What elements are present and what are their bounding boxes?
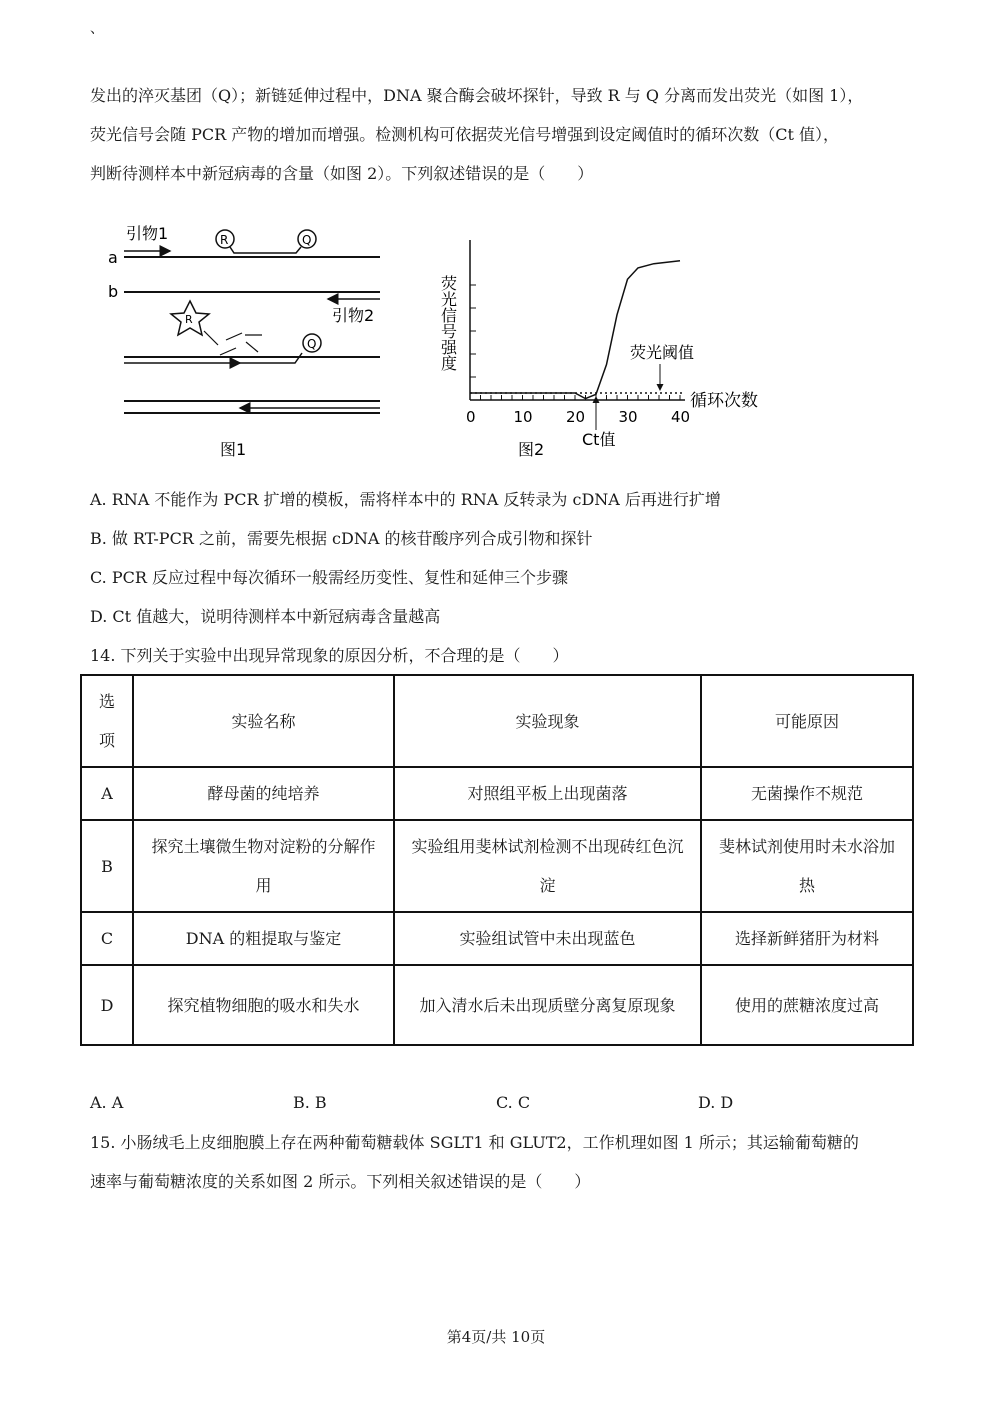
header-phenomenon: 实验现象 bbox=[394, 675, 701, 767]
q13-line: 发出的淬灭基团（Q）；新链延伸过程中，DNA 聚合酶会破坏探针，导致 R 与 Q 分离而发出荧光（如图 1）， bbox=[90, 86, 864, 105]
answer-a: A. A bbox=[90, 1093, 124, 1112]
label-b: b bbox=[108, 282, 119, 301]
row-phenomenon: 加入清水后未出现质壁分离复原现象 bbox=[394, 965, 701, 1045]
primer2-label: 引物2 bbox=[332, 306, 375, 325]
x-tick-label: 0 bbox=[466, 408, 476, 426]
row-reason: 使用的蔗糖浓度过高 bbox=[701, 965, 913, 1045]
answer-b: B. B bbox=[293, 1093, 327, 1112]
x-tick-label: 40 bbox=[671, 408, 691, 426]
q15-line: 15. 小肠绒毛上皮细胞膜上存在两种葡萄糖载体 SGLT1 和 GLUT2，工作机理如图 1 所示；其运输葡萄糖的 bbox=[90, 1133, 859, 1152]
row-phenomenon: 实验组试管中未出现蓝色 bbox=[394, 912, 701, 965]
row-reason: 斐林试剂使用时未水浴加热 bbox=[701, 820, 913, 912]
q13-option-a: A. RNA 不能作为 PCR 扩增的模板，需将样本中的 RNA 反转录为 cDNA 后再进行扩增 bbox=[90, 490, 721, 509]
row-option: C bbox=[81, 912, 133, 965]
x-tick-label: 30 bbox=[618, 408, 638, 426]
row-experiment: 酵母菌的纯培养 bbox=[133, 767, 394, 820]
table-header-row bbox=[81, 675, 913, 767]
amplification-curve bbox=[470, 261, 680, 399]
q13-stem bbox=[90, 76, 910, 193]
table-row bbox=[81, 965, 913, 1045]
figure-2-chart bbox=[430, 230, 790, 465]
probe-line bbox=[230, 247, 301, 253]
label-a: a bbox=[108, 248, 118, 267]
figure-2-caption: 图2 bbox=[518, 440, 545, 459]
x-tick-label: 10 bbox=[513, 408, 533, 426]
row-option: A bbox=[81, 767, 133, 820]
fragment bbox=[220, 348, 236, 355]
figure-2 bbox=[430, 230, 790, 465]
table-row bbox=[81, 820, 913, 912]
answer-d: D. D bbox=[698, 1093, 734, 1112]
row-phenomenon: 实验组用斐林试剂检测不出现砖红色沉淀 bbox=[394, 820, 701, 912]
q13-option-c: C. PCR 反应过程中每次循环一般需经历变性、复性和延伸三个步骤 bbox=[90, 568, 568, 587]
released-R-label: R bbox=[185, 313, 193, 326]
row-option: D bbox=[81, 965, 133, 1045]
row-experiment: 探究土壤微生物对淀粉的分解作用 bbox=[133, 820, 394, 912]
top-mark: 、 bbox=[90, 21, 104, 37]
figure-1-caption: 图1 bbox=[220, 440, 247, 459]
fragment bbox=[246, 342, 258, 352]
row-reason: 无菌操作不规范 bbox=[701, 767, 913, 820]
header-experiment: 实验名称 bbox=[133, 675, 394, 767]
row-option: B bbox=[81, 820, 133, 912]
row-experiment: 探究植物细胞的吸水和失水 bbox=[133, 965, 394, 1045]
reporter-R-label: R bbox=[220, 233, 229, 247]
table-row bbox=[81, 767, 913, 820]
fragment bbox=[226, 333, 242, 340]
header-option: 选 项 bbox=[81, 675, 133, 767]
header-reason: 可能原因 bbox=[701, 675, 913, 767]
page-footer: 第4页/共 10页 bbox=[446, 1328, 546, 1346]
q13-option-d: D. Ct 值越大，说明待测样本中新冠病毒含量越高 bbox=[90, 607, 441, 626]
q15-stem bbox=[90, 1123, 910, 1201]
row-reason: 选择新鲜猪肝为材料 bbox=[701, 912, 913, 965]
row-phenomenon: 对照组平板上出现菌落 bbox=[394, 767, 701, 820]
threshold-label: 荧光阈值 bbox=[630, 343, 695, 362]
q15-line: 速率与葡萄糖浓度的关系如图 2 所示。下列相关叙述错误的是（ ） bbox=[90, 1172, 591, 1191]
x-tick-label: 20 bbox=[566, 408, 586, 426]
primer1-label: 引物1 bbox=[126, 224, 169, 243]
x-axis-label: 循环次数 bbox=[690, 391, 758, 411]
figure-1 bbox=[100, 215, 400, 465]
q13-option-b: B. 做 RT-PCR 之前，需要先根据 cDNA 的核苷酸序列合成引物和探针 bbox=[90, 529, 593, 548]
fragment bbox=[204, 331, 218, 345]
quencher-Q-label: Q bbox=[307, 337, 317, 351]
y-axis-label: 荧光信号强度 bbox=[438, 275, 458, 371]
q14-table bbox=[80, 674, 914, 1046]
answer-c: C. C bbox=[496, 1093, 531, 1112]
q13-line: 荧光信号会随 PCR 产物的增加而增强。检测机构可依据荧光信号增强到设定阈值时的循环次数（Ct 值）， bbox=[90, 125, 839, 144]
quencher-Q-label: Q bbox=[302, 233, 312, 247]
table-row bbox=[81, 912, 913, 965]
q13-line: 判断待测样本中新冠病毒的含量（如图 2）。下列叙述错误的是（ ） bbox=[90, 164, 594, 183]
figure-1-diagram bbox=[100, 215, 400, 465]
q14-stem: 14. 下列关于实验中出现异常现象的原因分析，不合理的是（ ） bbox=[90, 646, 569, 665]
row-experiment: DNA 的粗提取与鉴定 bbox=[133, 912, 394, 965]
ct-label: Ct值 bbox=[582, 430, 616, 449]
